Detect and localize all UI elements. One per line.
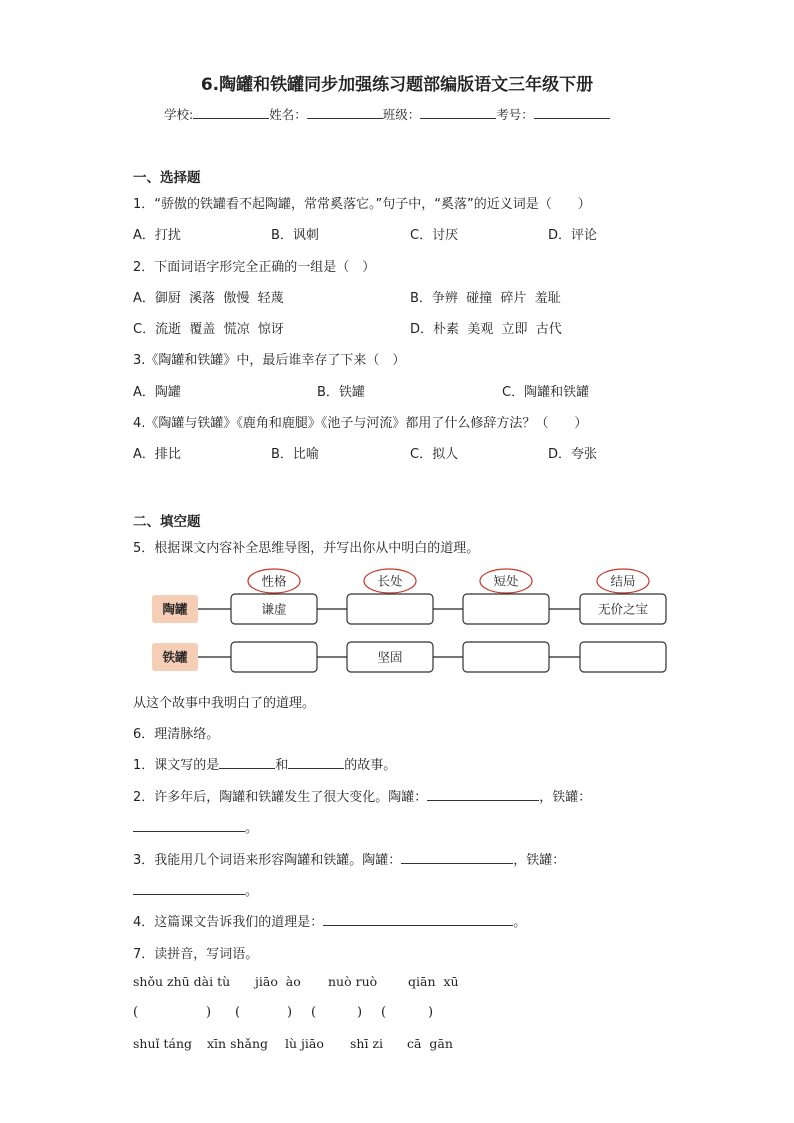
- q6-4-text-a: 4．这篇课文告诉我们的道理是：: [133, 915, 324, 930]
- q6-1-text-b: 和: [275, 758, 289, 773]
- question-3: 3.《陶罐和铁罐》中，最后谁幸存了下来（ ）: [133, 353, 406, 368]
- q2-option-a[interactable]: A．御厨 溪落 傲慢 轻蔑: [133, 291, 284, 306]
- q3-option-c[interactable]: C．陶罐和铁罐: [502, 385, 590, 400]
- mindmap-row-label-2: 铁罐: [162, 649, 188, 665]
- answer-box-4[interactable]: [390, 1003, 426, 1021]
- mindmap-header-3: 短处: [493, 573, 519, 589]
- answer-bracket-open-2: (: [235, 1005, 241, 1020]
- q4-option-a[interactable]: A．排比: [133, 447, 181, 462]
- pinyin-6: xīn shǎng: [207, 1036, 269, 1051]
- mindmap-header-4: 结局: [610, 573, 636, 589]
- q1-option-b[interactable]: B．讽刺: [271, 228, 319, 243]
- q6-3-blank-1[interactable]: [401, 849, 513, 864]
- q2-option-c[interactable]: C．流逝 覆盖 慌凉 惊讶: [133, 322, 284, 337]
- name-label: 姓名：: [269, 107, 307, 122]
- section-heading-choice: 一、选择题: [133, 170, 201, 186]
- page-title: 6.陶罐和铁罐同步加强练习题部编版语文三年级下册: [200, 75, 594, 95]
- q6-3-blank-2[interactable]: [133, 880, 245, 895]
- school-label: 学校:: [164, 107, 194, 122]
- q6-4-end: 。: [513, 915, 527, 930]
- class-label: 班级：: [382, 107, 421, 122]
- q6-2-blank-1[interactable]: [427, 786, 539, 801]
- pinyin-3: nuò ruò: [328, 974, 378, 989]
- pinyin-8: shī zi: [350, 1036, 384, 1051]
- q6-3-text-b: ，铁罐：: [513, 853, 566, 868]
- q1-option-d[interactable]: D．评论: [548, 228, 598, 243]
- mindmap-cell-r2-c4[interactable]: [580, 642, 666, 672]
- q6-2-blank-2[interactable]: [133, 817, 245, 832]
- answer-bracket-close-2: ): [287, 1005, 293, 1020]
- q6-item-3: [133, 849, 565, 868]
- q6-1-text-a: 1．课文写的是: [133, 758, 220, 773]
- q3-option-b[interactable]: B．铁罐: [317, 385, 365, 400]
- pinyin-7: lù jiāo: [285, 1036, 324, 1051]
- q2-option-b[interactable]: B．争辨 碰撞 碎片 羞耻: [410, 291, 561, 306]
- mindmap-cell-r2-c3[interactable]: [463, 642, 549, 672]
- q5-conclusion: 从这个故事中我明白了的道理。: [133, 696, 316, 711]
- answer-bracket-open-1: (: [133, 1005, 139, 1020]
- mindmap-cell-text: 谦虚: [261, 601, 287, 617]
- mindmap-row-label-1: 陶罐: [162, 601, 188, 617]
- q6-item-2: [133, 786, 591, 805]
- mindmap-header-1: 性格: [261, 573, 287, 589]
- answer-bracket-close-4: ): [428, 1005, 434, 1020]
- q6-1-text-c: 的故事。: [344, 758, 397, 773]
- pinyin-2: jiāo ào: [255, 974, 301, 989]
- q1-option-c[interactable]: C．讨厌: [410, 228, 459, 243]
- answer-bracket-open-4: (: [381, 1005, 387, 1020]
- q6-3-text-a: 3．我能用几个词语来形容陶罐和铁罐。陶罐：: [133, 853, 402, 868]
- q6-2-text-a: 2．许多年后，陶罐和铁罐发生了很大变化。陶罐：: [133, 790, 428, 805]
- answer-box-1[interactable]: [142, 1003, 204, 1021]
- q6-item-1: [133, 754, 396, 773]
- question-4: 4.《陶罐与铁罐》《鹿角和鹿腿》《池子与河流》都用了什么修辞方法？（ ）: [133, 416, 588, 431]
- question-7: 7．读拼音，写词语。: [133, 947, 259, 962]
- mindmap-header-2: 长处: [377, 573, 403, 589]
- q6-2-text-b: ，铁罐：: [539, 790, 592, 805]
- question-6: 6．理清脉络。: [133, 727, 220, 742]
- answer-bracket-open-3: (: [311, 1005, 317, 1020]
- q6-item-4: [133, 911, 526, 930]
- answer-bracket-close-1: ): [206, 1005, 212, 1020]
- pinyin-5: shuǐ táng: [133, 1036, 193, 1051]
- answer-bracket-close-3: ): [357, 1005, 363, 1020]
- mindmap-cell-r1-c3[interactable]: [463, 594, 549, 624]
- number-label: 考号：: [496, 107, 534, 122]
- pinyin-4: qiān xū: [408, 974, 459, 989]
- q6-2-end: 。: [245, 821, 259, 836]
- mindmap-cell-r2-c1[interactable]: [231, 642, 317, 672]
- q4-option-b[interactable]: B．比喻: [271, 447, 319, 462]
- answer-box-2[interactable]: [244, 1003, 284, 1021]
- q6-1-blank-2[interactable]: [288, 754, 344, 769]
- q4-option-c[interactable]: C．拟人: [410, 447, 459, 462]
- q6-item-3-cont: [133, 880, 258, 899]
- q1-option-a[interactable]: A．打扰: [133, 228, 181, 243]
- pinyin-9: cā gān: [407, 1036, 453, 1051]
- mindmap-cell-r1-c2[interactable]: [347, 594, 433, 624]
- q2-option-d[interactable]: D．朴素 美观 立即 古代: [410, 322, 562, 337]
- q6-1-blank-1[interactable]: [219, 754, 275, 769]
- q6-3-end: 。: [245, 884, 259, 899]
- section-heading-fill: 二、填空题: [133, 514, 201, 530]
- q6-item-2-cont: [133, 817, 258, 836]
- mindmap-cell-text: 坚固: [377, 649, 403, 665]
- question-1: 1．“骄傲的铁罐看不起陶罐，常常奚落它。”句子中，“奚落”的近义词是（ ）: [133, 197, 591, 212]
- answer-box-3[interactable]: [320, 1003, 354, 1021]
- q3-option-a[interactable]: A．陶罐: [133, 385, 181, 400]
- question-5: 5．根据课文内容补全思维导图，并写出你从中明白的道理。: [133, 541, 480, 556]
- q4-option-d[interactable]: D．夸张: [548, 447, 598, 462]
- q6-4-blank[interactable]: [323, 911, 513, 926]
- question-2: 2．下面词语字形完全正确的一组是（ ）: [133, 260, 376, 275]
- pinyin-1: shǒu zhū dài tù: [133, 974, 231, 989]
- mindmap-cell-text: 无价之宝: [597, 601, 649, 617]
